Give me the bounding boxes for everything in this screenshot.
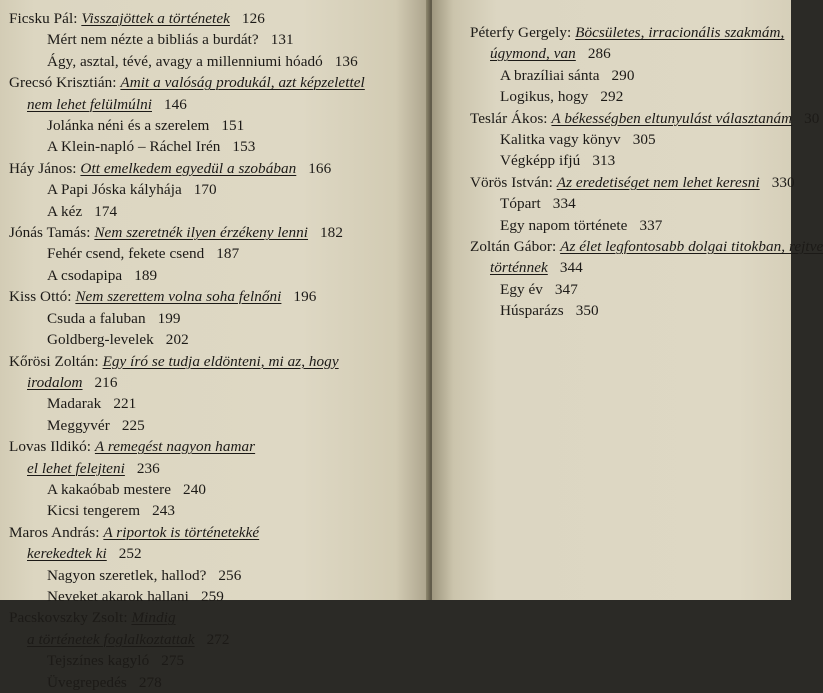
toc-author-entry [0,607,365,628]
toc-author-entry [0,436,365,457]
page-number: 344 [559,259,583,277]
toc-story-entry [432,86,823,107]
toc-author-entry [0,72,365,93]
interview-title: kerekedtek ki [27,545,107,563]
toc-story-entry [432,193,823,214]
toc-story-entry [432,129,823,150]
toc-story-entry [0,201,365,222]
story-title: Nagyon szeretlek, hallod? [47,566,207,584]
interview-title: Nem szeretnék ilyen érzékeny lenni [94,224,309,242]
story-title: Madarak [47,395,102,413]
page-number: 189 [134,266,158,284]
toc-story-entry [0,136,365,157]
author-name: Grecsó Krisztián: [9,74,121,92]
page-number: 187 [216,245,240,263]
interview-title: Nem szerettem volna soha felnőni [75,288,282,306]
page-number: 166 [308,159,332,177]
story-title: A kakaóbab mestere [47,480,172,498]
toc-author-entry [432,108,823,129]
story-title: Kicsi tengerem [47,502,141,520]
toc-story-entry [0,500,365,521]
story-title: Fehér csend, fekete csend [47,245,205,263]
author-name: Lovas Ildikó: [9,438,95,456]
toc-author-entry [0,158,365,179]
toc-story-entry [0,415,365,436]
author-name: Vörös István: [470,173,557,191]
interview-title: Visszajöttek a történetek [81,10,230,27]
toc-title-continuation [0,543,365,564]
page-number: 236 [136,459,160,477]
page-number: 305 [632,131,656,149]
toc-title-continuation [432,43,823,64]
author-name: Kőrösi Zoltán: [9,352,103,370]
toc-author-entry [0,8,365,29]
page-number: 131 [270,31,294,49]
interview-title: a történetek foglalkoztattak [27,630,195,648]
toc-author-entry [0,222,365,243]
author-name: Teslár Ákos: [470,109,552,127]
toc-story-entry [0,51,365,72]
page-number: 243 [152,502,175,520]
author-name: Jónás Tamás: [9,224,95,242]
toc-story-entry [432,150,823,171]
story-title: Neveket akarok hallani [47,587,189,605]
toc-title-continuation [0,372,365,393]
story-title: Tejszínes kagyló [47,652,150,670]
toc-story-entry [0,265,365,286]
page-number: 221 [113,395,137,413]
page-number: 313 [592,152,616,170]
story-title: Kalitka vagy könyv [500,131,621,149]
page-number: 136 [334,52,358,70]
interview-title: A riportok is történetekké [103,523,260,541]
story-title: Üvegrepedés [47,673,127,691]
page-number: 182 [320,224,343,242]
page-number: 259 [200,587,224,605]
author-name: Maros András: [9,523,104,541]
toc-story-entry [432,65,823,86]
interview-title: Az eredetiséget nem lehet keresni [556,173,760,191]
page-number: 153 [232,138,256,156]
story-title: Logikus, hogy [500,88,589,106]
toc-author-entry [432,236,823,257]
toc-story-entry [0,672,365,693]
left-toc-list [0,0,365,693]
toc-author-entry [0,522,365,543]
story-title: Jolánka néni és a szerelem [47,117,210,135]
story-title: Tópart [500,195,541,213]
page-number: 292 [600,88,624,106]
toc-story-entry [0,565,365,586]
interview-title: A remegést nagyon hamar [94,438,256,456]
toc-author-entry [0,351,365,372]
toc-title-continuation [0,629,365,650]
toc-story-entry [432,279,823,300]
interview-title: A békességben eltunyulást választanám [551,109,793,127]
story-title: Meggyvér [47,416,110,434]
page-number: 272 [206,630,230,648]
toc-story-entry [0,308,365,329]
interview-title: Amit a valóság produkál, azt képzelettel [120,74,365,92]
toc-story-entry [0,479,365,500]
story-title: Goldberg-levelek [47,331,154,349]
page-number: 330 [771,173,795,191]
toc-author-entry [432,22,823,43]
story-title: A csodapipa [47,266,123,284]
page-number: 350 [575,302,599,320]
toc-story-entry [0,393,365,414]
toc-title-continuation [0,458,365,479]
interview-title: Böcsületes, irracionális szakmám, [575,24,785,41]
toc-story-entry [432,215,823,236]
toc-title-continuation [432,257,823,278]
interview-title: Egy író se tudja eldönteni, mi az, hogy [102,352,339,370]
page-number: 240 [183,480,206,498]
page-number: 216 [94,373,118,391]
story-title: Csuda a faluban [47,309,146,327]
toc-author-entry [432,172,823,193]
page-number: 347 [554,280,578,298]
story-title: Mért nem nézte a bibliás a burdát? [47,31,259,49]
page-number: 290 [611,66,635,84]
page-number: 30 [804,109,820,127]
toc-author-entry [0,286,365,307]
story-title: Végképp ifjú [500,152,581,170]
interview-title: irodalom [27,373,83,391]
page-number: 334 [552,195,576,213]
page-number: 151 [221,117,245,135]
author-name: Kiss Ottó: [9,288,76,306]
toc-story-entry [0,179,365,200]
story-title: A kéz [47,202,83,220]
author-name: Zoltán Gábor: [470,238,561,256]
toc-title-continuation [0,94,365,115]
interview-title: úgymond, van [490,45,576,63]
page-number: 225 [121,416,145,434]
interview-title: történnek [490,259,548,277]
page-number: 286 [587,45,611,63]
toc-story-entry [0,115,365,136]
toc-story-entry [0,329,365,350]
page-number: 252 [118,545,142,563]
page-number: 202 [165,331,189,349]
toc-story-entry [0,650,365,671]
author-name: Háy János: [9,159,81,177]
page-number: 337 [639,216,663,234]
interview-title: Az élet legfontosabb dolgai titokban, rejtve [560,238,823,256]
story-title: A Papi Jóska kályhája [47,181,182,199]
right-page [432,0,823,600]
story-title: Húsparázs [500,302,564,320]
interview-title: Ott emelkedem egyedül a szobában [80,159,297,177]
page-number: 174 [94,202,118,220]
story-title: Ágy, asztal, tévé, avagy a millenniumi hóadó [47,52,323,70]
toc-story-entry [0,586,365,607]
author-name: Péterfy Gergely: [470,24,576,41]
toc-story-entry [0,243,365,264]
toc-story-entry [0,29,365,50]
story-title: A Klein-napló – Ráchel Irén [47,138,221,156]
story-title: A brazíliai sánta [500,66,600,84]
page-number: 199 [157,309,181,327]
story-title: Egy év [500,280,543,298]
page-number: 256 [218,566,242,584]
page-number: 146 [164,95,187,113]
page-number: 275 [161,652,185,670]
page-number: 170 [193,181,217,199]
page-number: 278 [138,673,162,691]
author-name: Ficsku Pál: [9,10,82,27]
interview-title: el lehet felejteni [27,459,125,477]
interview-title: Mindig [131,609,176,627]
page-number: 196 [293,288,317,306]
author-name: Pacskovszky Zsolt: [9,609,132,627]
toc-story-entry [432,300,823,321]
right-toc-list [432,0,823,322]
story-title: Egy napom története [500,216,628,234]
page-number: 126 [241,10,265,27]
interview-title: nem lehet felülmúlni [27,95,152,113]
